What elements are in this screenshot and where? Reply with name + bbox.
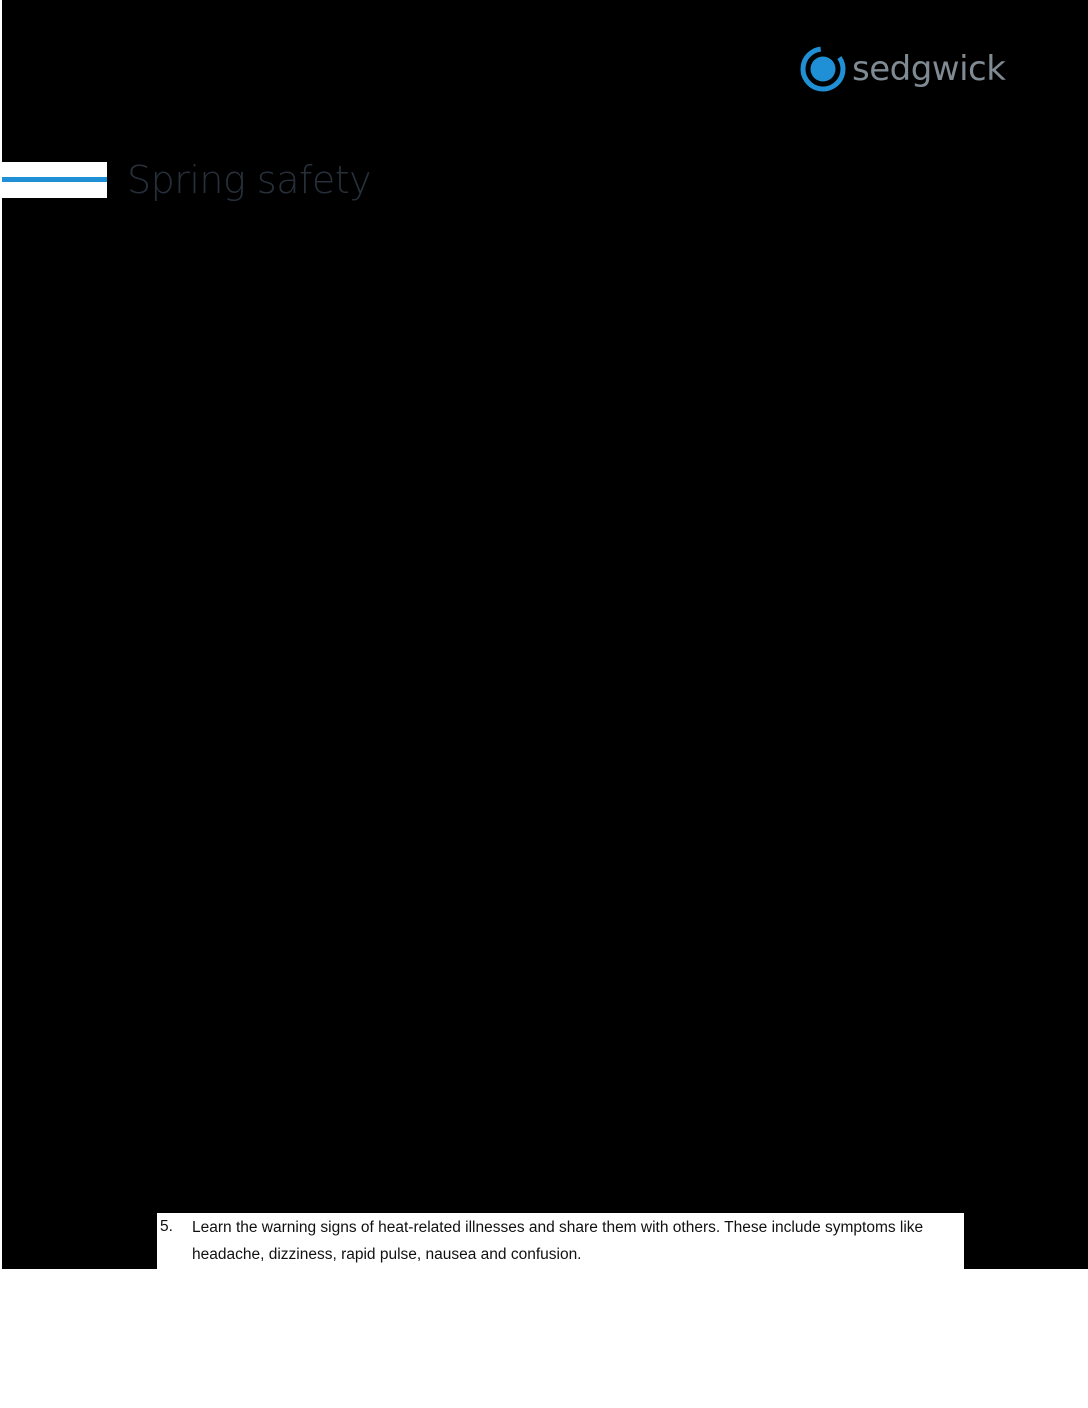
logo-wordmark: sedgwick bbox=[852, 49, 1006, 89]
list-item bbox=[157, 1213, 964, 1269]
list-item-text: Learn the warning signs of heat-related illnesses and share them with others. These include symptoms like headache, dizziness, rapid pulse, nausea and confusion. bbox=[192, 1219, 924, 1263]
title-accent-line bbox=[2, 177, 107, 182]
list-item-number: 5. bbox=[160, 1218, 173, 1235]
numbered-list bbox=[157, 1213, 964, 1269]
title-accent-bar bbox=[2, 162, 107, 198]
page-title: Spring safety bbox=[127, 158, 372, 202]
sedgwick-logo bbox=[798, 42, 1005, 96]
sedgwick-circle-logo-icon bbox=[798, 44, 848, 94]
